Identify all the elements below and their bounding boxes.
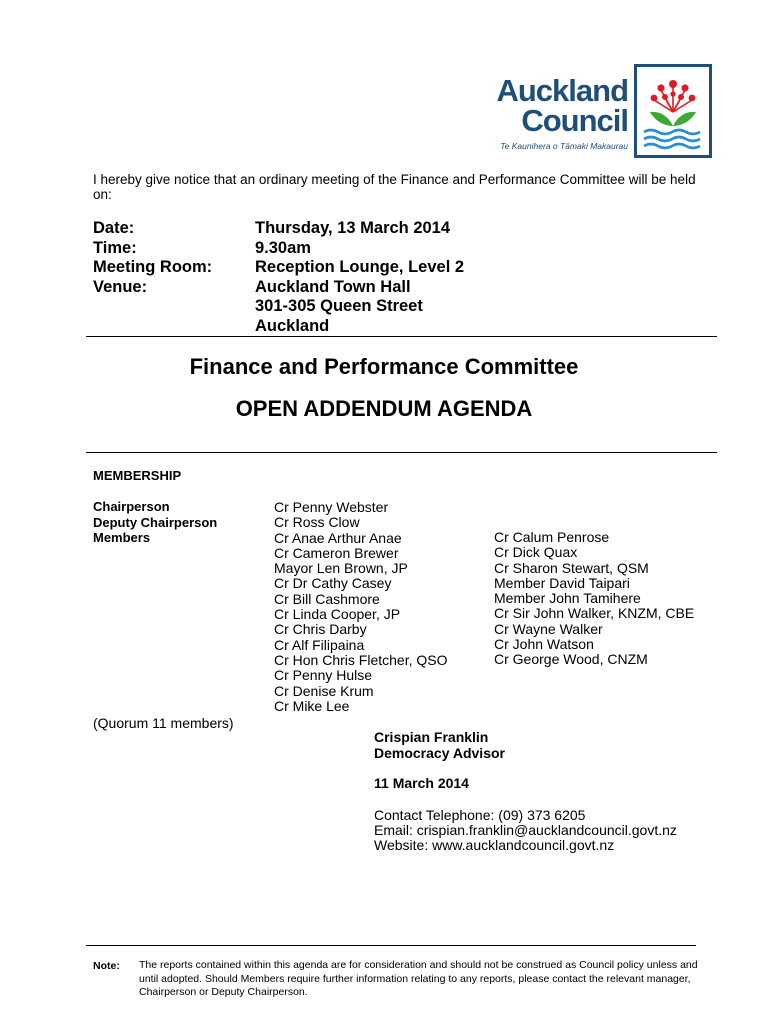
agenda-title: OPEN ADDENDUM AGENDA [235, 396, 533, 421]
room-value: Reception Lounge, Level 2 [255, 258, 465, 277]
list-item: Cr Alf Filipaina [274, 636, 365, 653]
logo-line-2: Council [521, 103, 628, 138]
list-item: Cr Dr Cathy Casey [274, 575, 392, 592]
date-value: Thursday, 13 March 2014 [255, 219, 451, 237]
time-value: 9.30am [255, 238, 311, 257]
members-label: Members [93, 530, 151, 545]
date-label: Date: [93, 219, 135, 237]
pohutukawa-logo-icon [634, 64, 712, 158]
members-column-1 [274, 500, 448, 714]
list-item: Member David Taipari [494, 574, 630, 591]
membership-heading: MEMBERSHIP [93, 468, 182, 483]
contact-phone: Contact Telephone: (09) 373 6205 [374, 807, 586, 823]
contact-website[interactable]: Website: www.aucklandcouncil.govt.nz [374, 837, 615, 853]
list-item: Cr Denise Krum [274, 682, 374, 699]
deputy-chair-name: Cr Ross Clow [274, 514, 360, 531]
list-item: Cr Cameron Brewer [274, 544, 399, 561]
list-item: Cr Chris Darby [274, 621, 367, 638]
contact-email[interactable]: Email: crispian.franklin@aucklandcouncil.govt.nz [374, 822, 677, 838]
chairperson-name: Cr Penny Webster [274, 499, 389, 515]
meeting-details-labels [93, 219, 212, 297]
advisor-role: Democracy Advisor [374, 745, 505, 761]
list-item: Cr Bill Cashmore [274, 590, 380, 607]
agenda-date: 11 March 2014 [374, 775, 469, 791]
list-item: Cr Anae Arthur Anae [274, 529, 402, 546]
list-item: Member John Tamihere [494, 590, 641, 607]
list-item: Mayor Len Brown, JP [274, 560, 408, 577]
meeting-notice: I hereby give notice that an ordinary meeting of the Finance and Performance Committee will be held on: [93, 172, 696, 202]
list-item: Cr Penny Hulse [274, 667, 373, 684]
list-item: Cr Hon Chris Fletcher, QSO [274, 651, 448, 668]
note-label: Note: [93, 960, 120, 972]
list-item: Cr Mike Lee [274, 697, 350, 714]
members-column-2 [494, 530, 694, 668]
list-item: Cr Dick Quax [494, 544, 578, 561]
note-text: The reports contained within this agenda are for consideration and should not be construed as Council policy unless and until adopted. Should Members require further information relating to any reports, please contact the relevant manager, Chairperson or Deputy Chairperson. [139, 959, 698, 998]
divider [86, 336, 717, 337]
venue-address: 301-305 Queen Street [255, 297, 423, 316]
meeting-details-values [255, 219, 464, 337]
council-logo-wordmark [468, 73, 628, 138]
list-item: Cr George Wood, CNZM [494, 651, 648, 668]
deputy-chair-label: Deputy Chairperson [93, 515, 218, 530]
logo-tagline: Te Kaunihera o Tāmaki Makaurau [500, 141, 628, 151]
list-item: Cr Sir John Walker, KNZM, CBE [494, 605, 695, 622]
list-item: Cr Calum Penrose [494, 529, 610, 545]
divider [86, 452, 717, 453]
footer-divider [86, 945, 696, 946]
list-item: Cr John Watson [494, 636, 594, 653]
room-label: Meeting Room: [93, 258, 213, 277]
quorum-note: (Quorum 11 members) [93, 715, 234, 731]
logo-line-1: Auckland [496, 73, 628, 108]
list-item: Cr Wayne Walker [494, 620, 603, 637]
list-item: Cr Linda Cooper, JP [274, 606, 401, 623]
venue-label: Venue: [93, 277, 148, 296]
committee-title: Finance and Performance Committee [189, 354, 579, 379]
time-label: Time: [93, 238, 137, 257]
chairperson-label: Chairperson [93, 499, 170, 514]
venue-city: Auckland [255, 316, 330, 335]
venue-value: Auckland Town Hall [255, 277, 411, 296]
advisor-name: Crispian Franklin [374, 729, 489, 745]
list-item: Cr Sharon Stewart, QSM [494, 559, 649, 576]
